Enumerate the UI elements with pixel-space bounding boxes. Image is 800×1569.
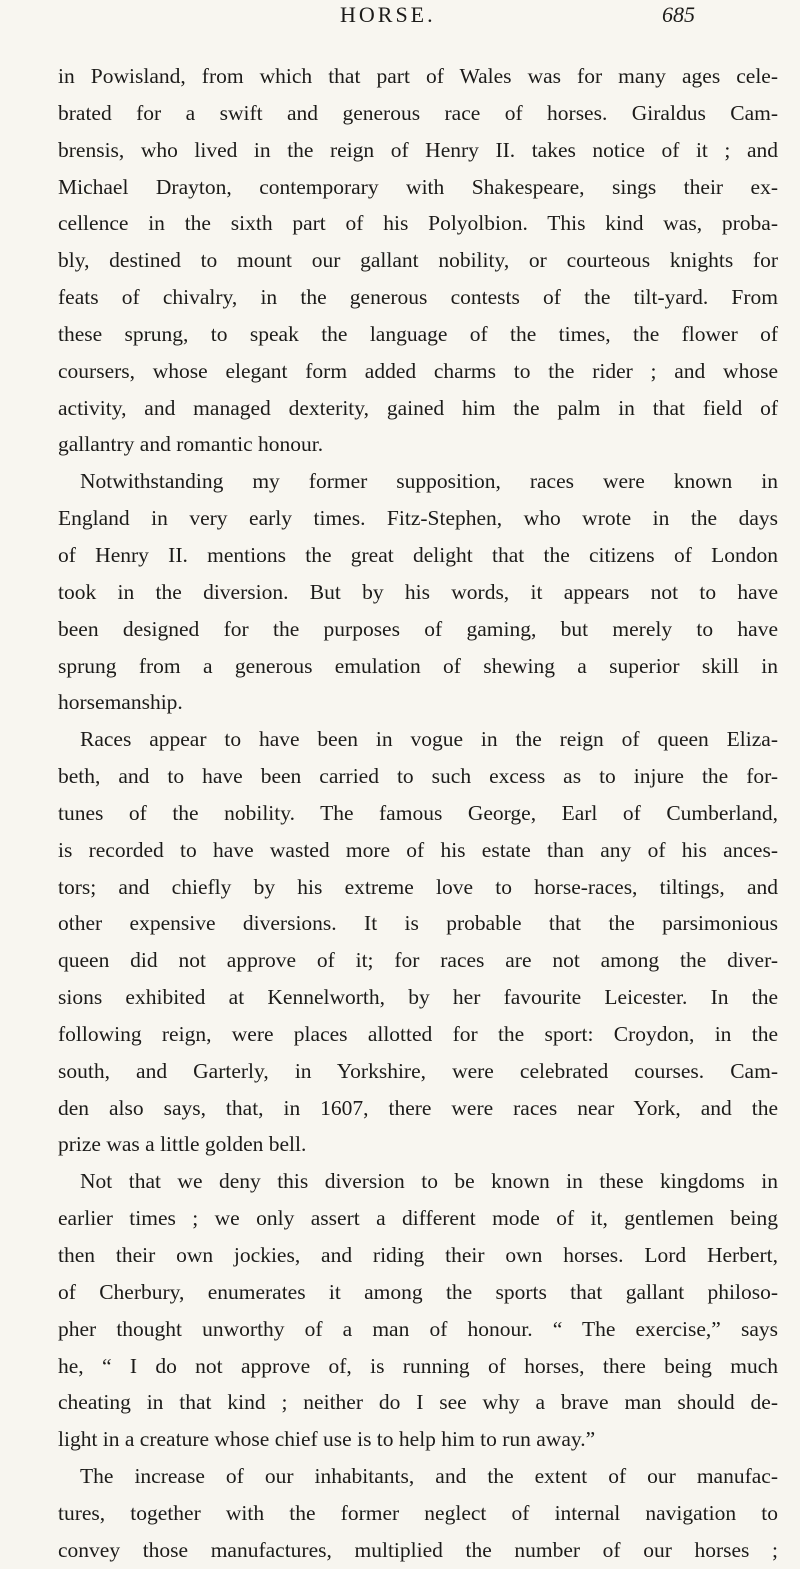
text-line: he, “ I do not approve of, is running of horses, there being much [58,1353,778,1378]
text-line: brated for a swift and generous race of horses. Giraldus Cam- [58,100,778,125]
text-line: tors; and chiefly by his extreme love to horse-races, tiltings, and [58,874,778,899]
text-line: den also says, that, in 1607, there were races near York, and the [58,1095,778,1120]
paragraph-start-line: Races appear to have been in vogue in the reign of queen Eliza- [80,727,778,752]
running-head [0,2,800,32]
text-line: south, and Garterly, in Yorkshire, were celebrated courses. Cam- [58,1058,778,1083]
paragraph-start-line: Not that we deny this diversion to be known in these kingdoms in [80,1169,778,1194]
text-line: convey those manufactures, multiplied the number of our horses ; [58,1537,778,1562]
page-number: 685 [662,2,695,27]
text-line: coursers, whose elegant form added charms to the rider ; and whose [58,358,778,383]
text-line: sprung from a generous emulation of shewing a superior skill in [58,653,778,678]
paragraph-end-line: gallantry and romantic honour. [58,432,324,457]
text-line: England in very early times. Fitz-Stephen, who wrote in the days [58,506,778,531]
text-line: took in the diversion. But by his words, it appears not to have [58,579,778,604]
text-line: tures, together with the former neglect of internal navigation to [58,1500,778,1525]
text-line: these sprung, to speak the language of the times, the flower of [58,321,778,346]
text-line: activity, and managed dexterity, gained him the palm in that field of [58,395,778,420]
text-line: earlier times ; we only assert a different mode of it, gentlemen being [58,1206,778,1231]
text-line: feats of chivalry, in the generous contests of the tilt-yard. From [58,285,778,310]
text-line: other expensive diversions. It is probable that the parsimonious [58,911,778,936]
text-line: then their own jockies, and riding their own horses. Lord Herbert, [58,1243,778,1267]
text-line: brensis, who lived in the reign of Henry II. takes notice of it ; and [58,137,778,162]
text-line: cheating in that kind ; neither do I see why a brave man should de- [58,1390,778,1415]
text-line: queen did not approve of it; for races are not among the diver- [58,948,778,973]
text-line: Michael Drayton, contemporary with Shakespeare, sings their ex- [58,174,778,199]
text-line: sions exhibited at Kennelworth, by her favourite Leicester. In the [58,985,778,1010]
body-text [58,58,778,1569]
paragraph-end-line: prize was a little golden bell. [58,1132,307,1157]
text-line: been designed for the purposes of gaming, but merely to have [58,616,778,641]
text-line: of Cherbury, enumerates it among the sports that gallant philoso- [58,1279,778,1304]
text-line: in Powisland, from which that part of Wales was for many ages cele- [58,64,778,88]
paragraph-end-line: horsemanship. [58,690,183,715]
text-line: of Henry II. mentions the great delight that the citizens of London [58,542,778,567]
text-line: cellence in the sixth part of his Polyolbion. This kind was, proba- [58,211,778,236]
text-line: following reign, were places allotted for the sport: Croydon, in the [58,1021,778,1046]
paragraph-end-line: light in a creature whose chief use is to help him to run away.” [58,1427,596,1452]
text-line: beth, and to have been carried to such excess as to injure the for- [58,764,778,789]
text-line: is recorded to have wasted more of his estate than any of his ances- [58,837,778,862]
text-line: tunes of the nobility. The famous George, Earl of Cumberland, [58,800,778,825]
running-title: HORSE. [340,2,436,27]
text-line: pher thought unworthy of a man of honour. “ The exercise,” says [58,1316,778,1341]
paragraph-start-line: The increase of our inhabitants, and the extent of our manufac- [80,1464,778,1489]
paragraph-start-line: Notwithstanding my former supposition, races were known in [80,469,778,494]
text-line: bly, destined to mount our gallant nobility, or courteous knights for [58,248,778,273]
